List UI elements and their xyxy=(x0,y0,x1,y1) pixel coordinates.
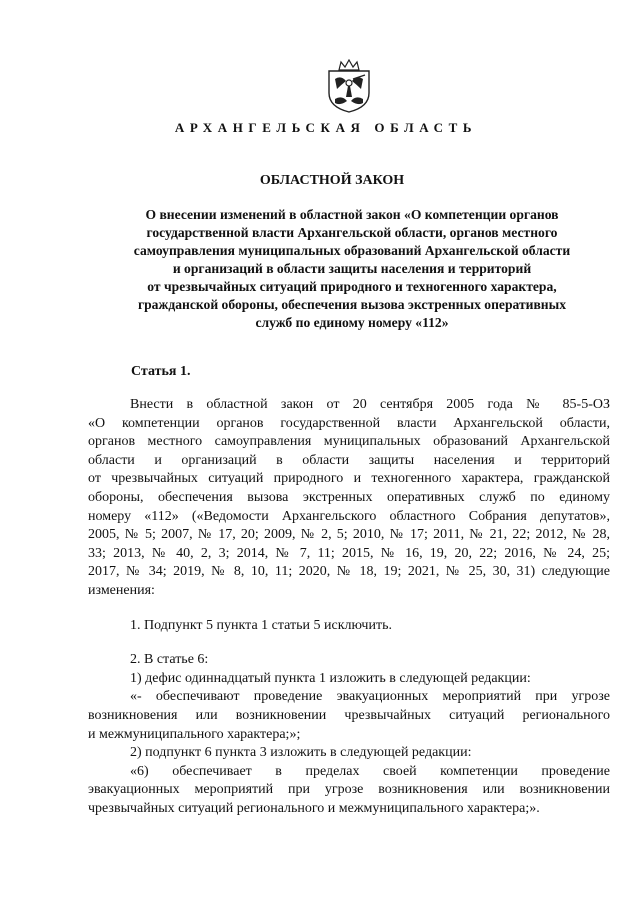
subitem-1-text-line: возникновения или возникновении чрезвычайных ситуаций регионального xyxy=(88,707,610,723)
intro-line: Внести в областной закон от 20 сентября 2005 года № 85-5-ОЗ xyxy=(130,397,610,412)
subitem-1-heading: 1) дефис одиннадцатый пункта 1 изложить в следующей редакции: xyxy=(130,670,531,686)
subitem-2-text-line: чрезвычайных ситуаций регионального и межмуниципального характера;». xyxy=(88,800,540,816)
law-subject-line: служб по единому номеру «112» xyxy=(255,315,449,330)
item-2-heading: 2. В статье 6: xyxy=(130,652,209,668)
law-subject-line: государственной власти Архангельской области, органов местного xyxy=(146,225,558,240)
article-body xyxy=(88,396,610,818)
intro-line: области и организаций в области защиты населения и территорий xyxy=(88,452,610,468)
law-subject-line: О внесении изменений в областной закон «О компетенции органов xyxy=(145,207,559,222)
article-heading: Статья 1. xyxy=(131,364,191,379)
law-subject xyxy=(104,206,600,332)
intro-line: 33; 2013, № 40, 2, 3; 2014, № 7, 11; 2015, № 16, 19, 20, 22; 2016, № 24, 25; xyxy=(88,545,610,561)
law-subject-line: от чрезвычайных ситуаций природного и техногенного характера, xyxy=(147,279,557,294)
intro-line: органов местного самоуправления муниципальных образований Архангельской xyxy=(88,434,610,450)
subitem-2-text-line: эвакуационных мероприятий при угрозе возникновения или возникновении xyxy=(88,782,610,798)
item-1: 1. Подпункт 5 пункта 1 статьи 5 исключить. xyxy=(130,617,392,633)
intro-line: 2017, № 34; 2019, № 8, 10, 11; 2020, № 18, 19; 2021, № 25, 30, 31) следующие xyxy=(88,564,610,580)
law-type-title: ОБЛАСТНОЙ ЗАКОН xyxy=(259,173,405,188)
region-name: АРХАНГЕЛЬСКАЯ ОБЛАСТЬ xyxy=(174,120,478,135)
intro-line: номеру «112» («Ведомости Архангельского областного Собрания депутатов», xyxy=(88,508,610,524)
intro-line: от чрезвычайных ситуаций природного и техногенного характера, гражданской xyxy=(88,471,610,487)
subitem-2-text-line: «6) обеспечивает в пределах своей компетенции проведение xyxy=(130,763,610,779)
intro-line: «О компетенции органов государственной власти Архангельской области, xyxy=(88,415,610,431)
subitem-1-text-line: и межмуниципального характера;»; xyxy=(88,726,301,742)
subitem-2-heading: 2) подпункт 6 пункта 3 изложить в следующей редакции: xyxy=(130,745,472,761)
law-subject-line: и организаций в области защиты населения и территорий xyxy=(172,261,532,276)
intro-line: обороны, обеспечения вызова экстренных оперативных служб по единому xyxy=(88,489,610,505)
law-subject-line: гражданской обороны, обеспечения вызова экстренных оперативных xyxy=(137,297,567,312)
intro-line: изменения: xyxy=(88,582,155,598)
law-subject-line: самоуправления муниципальных образований Архангельской области xyxy=(133,243,571,258)
subitem-1-text-line: «- обеспечивают проведение эвакуационных мероприятий при угрозе xyxy=(130,689,610,705)
arkhangelsk-coat-of-arms-icon xyxy=(325,59,373,113)
intro-line: 2005, № 5; 2007, № 17, 20; 2009, № 2, 5; 2010, № 17; 2011, № 21, 22; 2012, № 28, xyxy=(88,527,610,543)
